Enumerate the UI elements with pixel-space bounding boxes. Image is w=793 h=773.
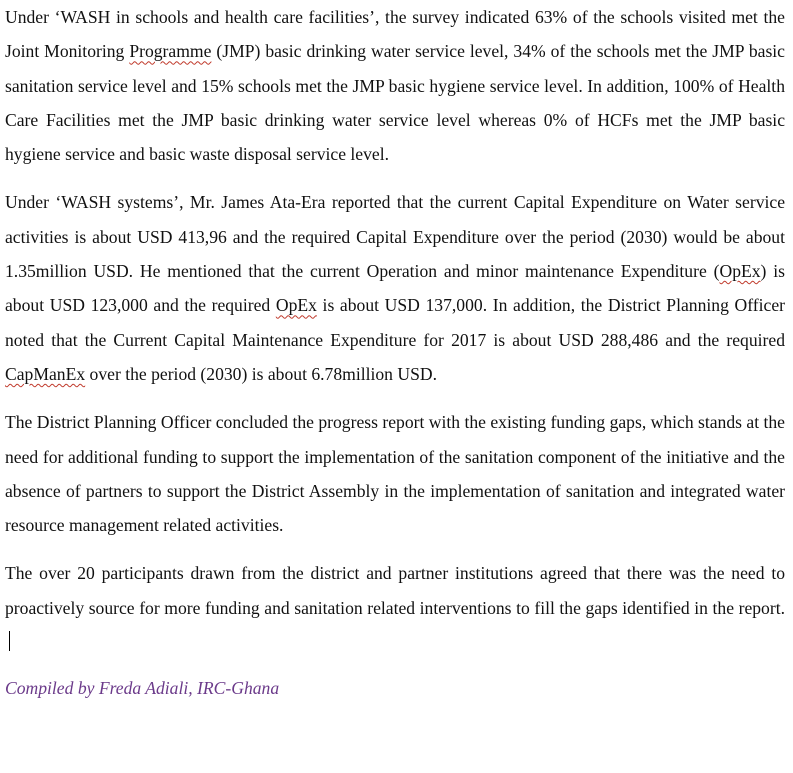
document-body xyxy=(5,0,785,723)
text-cursor xyxy=(9,631,10,651)
paragraph-wash-systems: Under ‘WASH systems’, Mr. James Ata-Era reported that the current Capital Expenditure on Water service activities is about USD 413,96 and the required Capital Expenditure over the period (2030) would be about 1.35million USD. He mentioned that the current Operation and minor maintenance Expenditure (OpEx) is about USD 123,000 and the required OpEx is about USD 137,000. In addition, the District Planning Officer noted that the Current Capital Maintenance Expenditure for 2017 is about USD 288,486 and the required CapManEx over the period (2030) is about 6.78million USD. xyxy=(5,192,785,384)
paragraph-participants[interactable]: The over 20 participants drawn from the district and partner institutions agreed that there was the need to proactively source for more funding and sanitation related interventions to fill the gaps identified in the report. xyxy=(5,556,785,659)
spellcheck-word[interactable]: OpEx xyxy=(275,295,317,316)
spellcheck-word[interactable]: CapManEx xyxy=(5,363,86,384)
spellcheck-word[interactable]: Programme xyxy=(129,41,212,62)
paragraph-funding-gaps: The District Planning Officer concluded the progress report with the existing funding gaps, which stands at the need for additional funding to support the implementation of the sanitation component of the initiative and the absence of partners to support the District Assembly in the implementation of sanitation and integrated water resource management related activities. xyxy=(5,412,785,536)
paragraph-wash-schools: Under ‘WASH in schools and health care facilities’, the survey indicated 63% of the schools visited met the Joint Monitoring Programme (JMP) basic drinking water service level, 34% of the schools met the JMP basic sanitation service level and 15% schools met the JMP basic hygiene service level. In addition, 100% of Health Care Facilities met the JMP basic drinking water service level whereas 0% of HCFs met the JMP basic hygiene service and basic waste disposal service level. xyxy=(5,7,785,165)
spellcheck-word[interactable]: OpEx xyxy=(719,261,761,282)
credit-line: Compiled by Freda Adiali, IRC-Ghana xyxy=(5,678,280,699)
